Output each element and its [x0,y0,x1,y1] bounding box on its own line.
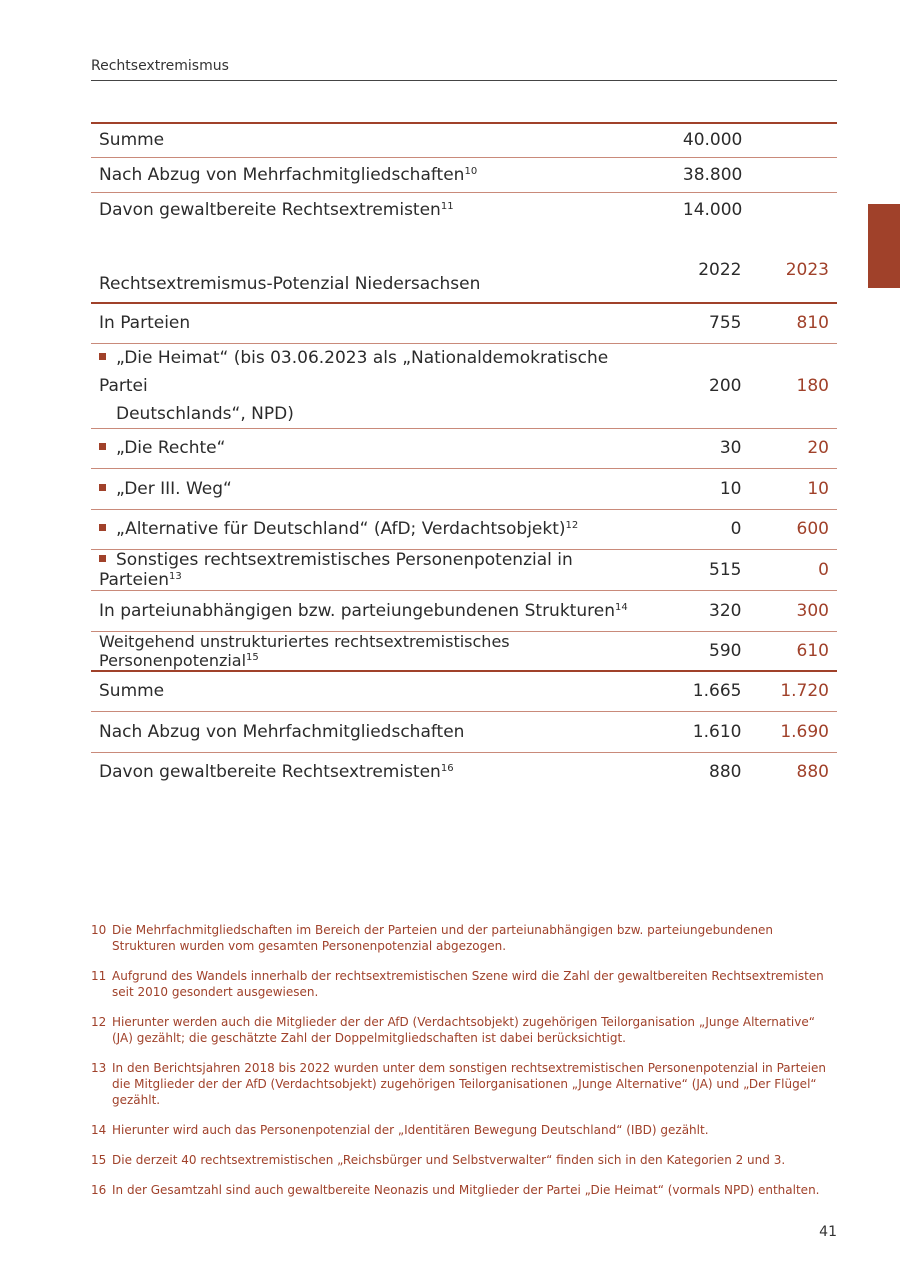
value-2023: 810 [749,303,837,343]
table-row [91,671,837,711]
row-label: In parteiunabhängigen bzw. parteiungebundenen Strukturen$^{14}$ [91,590,660,631]
footnote-11: 11 Aufgrund des Wandels innerhalb der rechtsextremistischen Szene wird die Zahl der gewaltbereiten Rechtsextremisten seit 2010 gesondert ausgewiesen. [91,969,824,999]
footnote-13: 13 In den Berichtsjahren 2018 bis 2022 wurden unter dem sonstigen rechtsextremistischen Personenpotenzial in Parteien die Mitglieder der der AfD (Verdachtsobjekt) zugehörigen Teilorganisationen „Junge Alternative“ (JA) und „Der Flügel“ gezählt. [91,1061,826,1107]
table-row [91,468,837,509]
row-value: 38.800 [661,157,751,192]
row-label: Summe [91,671,660,711]
value-2023: 1.720 [749,671,837,711]
bullet-square-icon [99,484,106,491]
value-2022: 755 [660,303,749,343]
row-value: 14.000 [682,199,743,220]
table-title: Rechtsextremismus-Potenzial Niedersachsen [91,250,660,303]
value-2023: 610 [749,631,837,671]
table-row [91,123,837,157]
value-2023: 600 [749,509,837,549]
table-row [91,192,837,227]
row-label: „Die Heimat“ (bis 03.06.2023 als „Nationaldemokratische Partei Deutschlands“, NPD) [91,343,660,428]
table-row [91,590,837,631]
value-2023: 300 [749,590,837,631]
table-row [91,343,837,428]
value-2023: 180 [749,343,837,428]
value-2022: 880 [709,762,742,783]
row-label: „Der III. Weg“ [91,468,660,509]
table-upper [91,122,837,227]
table-row [91,631,837,671]
value-2023: 880 [796,762,829,783]
row-label: Weitgehend unstrukturiertes rechtsextremistisches Personenpotenzial$^{15}$ [91,631,660,671]
row-label: Nach Abzug von Mehrfachmitgliedschaften$^{10}$ [91,157,661,192]
row-label: Nach Abzug von Mehrfachmitgliedschaften [91,711,660,752]
value-2022: 10 [660,468,749,509]
value-2023: 0 [749,549,837,590]
row-label: In Parteien [91,303,660,343]
row-label: Sonstiges rechtsextremistisches Personenpotenzial in Parteien$^{13}$ [91,549,660,590]
row-label: „Alternative für Deutschland“ (AfD; Verdachtsobjekt)$^{12}$ [91,509,660,549]
value-2022: 1.665 [660,671,749,711]
value-2023: 10 [749,468,837,509]
footnote-12: 12 Hierunter werden auch die Mitglieder der der AfD (Verdachtsobjekt) zugehörigen Teilorganisation „Junge Alternative“ (JA) gezählt; die geschätzte Zahl der Doppelmitgliedschaften ist dabei berücksichtigt. [91,1015,815,1045]
row-label: Summe [91,123,661,157]
footnotes [91,922,839,1212]
row-value: 40.000 [661,123,751,157]
table-row [91,428,837,468]
column-header-2023: 2023 [749,250,837,303]
row-label: Davon gewaltbereite Rechtsextremisten$^{16}$ [99,762,454,783]
value-2022: 515 [660,549,749,590]
column-header-2022: 2022 [660,250,749,303]
value-2022: 320 [660,590,749,631]
value-2023: 1.690 [749,711,837,752]
value-2022: 30 [660,428,749,468]
running-header: Rechtsextremismus [91,58,837,81]
bullet-square-icon [99,353,106,360]
row-label: „Die Rechte“ [91,428,660,468]
value-2022: 200 [660,343,749,428]
table-lower [91,250,837,792]
footnote-14: 14 Hierunter wird auch das Personenpotenzial der „Identitären Bewegung Deutschland“ (IBD) gezählt. [91,1123,709,1137]
row-label: Davon gewaltbereite Rechtsextremisten$^{11}$ [99,199,454,220]
footnote-15: 15 Die derzeit 40 rechtsextremistischen „Reichsbürger und Selbstverwalter“ finden sich in den Kategorien 2 und 3. [91,1153,786,1167]
table-row [91,711,837,752]
table-row [91,752,837,792]
bullet-square-icon [99,524,106,531]
bullet-square-icon [99,555,106,562]
table-row [91,549,837,590]
value-2023: 20 [749,428,837,468]
footnote-16: 16 In der Gesamtzahl sind auch gewaltbereite Neonazis und Mitglieder der Partei „Die Heimat“ (vormals NPD) enthalten. [91,1183,820,1197]
chapter-tab-marker [868,204,900,288]
value-2022: 1.610 [660,711,749,752]
table-row [91,509,837,549]
page-number: 41 [819,1224,837,1240]
bullet-square-icon [99,443,106,450]
table-header-row [91,250,837,303]
table-row [91,157,837,192]
value-2022: 0 [660,509,749,549]
table-row [91,303,837,343]
value-2022: 590 [660,631,749,671]
footnote-10: 10 Die Mehrfachmitgliedschaften im Bereich der Parteien und der parteiunabhängigen bzw. parteiungebundenen Strukturen wurden vom gesamten Personenpotenzial abgezogen. [91,923,774,953]
